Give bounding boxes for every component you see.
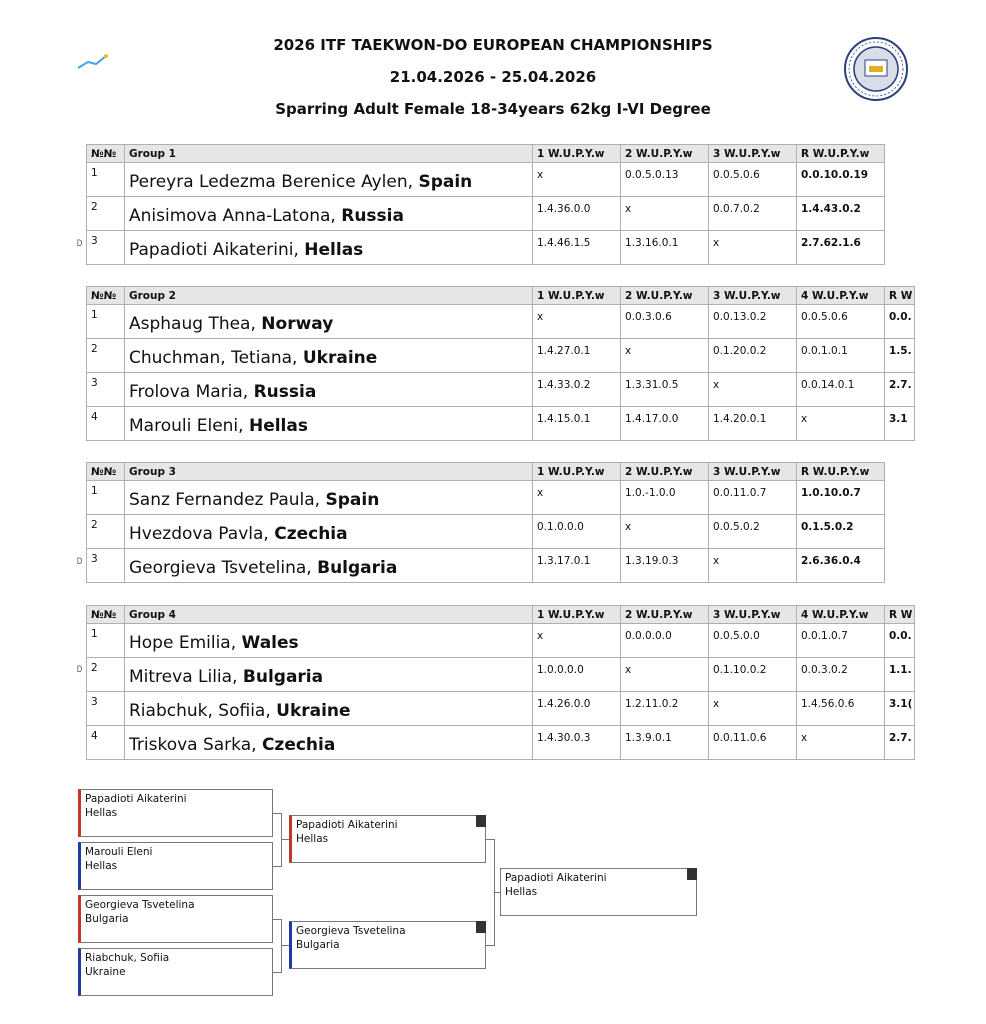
athlete-row [87, 726, 915, 760]
athlete-country: Czechia [274, 524, 348, 544]
bout-score: 0.1.10.0.2 [709, 658, 797, 692]
score-column-header: 4 W.U.P.Y.w [797, 606, 885, 624]
bracket-athlete-country: Hellas [505, 886, 538, 898]
bout-score: 0.0.7.0.2 [709, 197, 797, 231]
row-number: 1 [87, 481, 125, 515]
group-name-header: Group 1 [125, 145, 533, 163]
bout-score: 1.2.11.0.2 [621, 692, 709, 726]
bout-score: 0.1.0.0.0 [533, 515, 621, 549]
bracket-athlete-country: Hellas [85, 860, 118, 872]
athlete-country: Ukraine [276, 701, 351, 721]
taekwondo-kicker-logo [76, 52, 110, 72]
athlete-country: Hellas [248, 416, 308, 436]
bracket-slot [78, 948, 273, 996]
bracket-athlete-name: Papadioti Aikaterini [85, 793, 187, 805]
event-dates: 21.04.2026 - 25.04.2026 [389, 68, 597, 86]
bout-score: 0.0.5.0.6 [797, 305, 885, 339]
bracket-athlete-name: Papadioti Aikaterini [505, 872, 607, 884]
athlete-cell [125, 515, 533, 549]
score-column-header: 2 W.U.P.Y.w [621, 145, 709, 163]
bout-score: x [621, 515, 709, 549]
athlete-row [87, 692, 915, 726]
score-column-header: 1 W.U.P.Y.w [533, 145, 621, 163]
total-score: 1.1. [885, 658, 915, 692]
bout-score: 1.0.-1.0.0 [621, 481, 709, 515]
bout-score: 1.4.30.0.3 [533, 726, 621, 760]
score-column-header: 4 W.U.P.Y.w [797, 287, 885, 305]
bout-score: 0.0.11.0.6 [709, 726, 797, 760]
athlete-row [87, 305, 915, 339]
category-title: Sparring Adult Female 18-34years 62kg I-VI Degree [275, 100, 711, 118]
bout-score: 0.0.0.0.0 [621, 624, 709, 658]
bout-score: 1.3.19.0.3 [621, 549, 709, 583]
group-name-header: Group 3 [125, 463, 533, 481]
total-score: 3.1 [885, 407, 915, 441]
bout-score: 1.4.26.0.0 [533, 692, 621, 726]
score-column-header: 3 W.U.P.Y.w [709, 145, 797, 163]
bout-score: 0.0.13.0.2 [709, 305, 797, 339]
row-number: 2 [87, 197, 125, 231]
bout-score: 1.3.9.0.1 [621, 726, 709, 760]
group-table [86, 605, 915, 760]
bout-score: x [621, 339, 709, 373]
score-column-header: 2 W.U.P.Y.w [621, 463, 709, 481]
row-number: 4 [87, 407, 125, 441]
bout-score: 1.3.17.0.1 [533, 549, 621, 583]
bout-score: x [709, 549, 797, 583]
group-name-header: Group 4 [125, 606, 533, 624]
bout-score: 1.4.56.0.6 [797, 692, 885, 726]
total-score: 2.7. [885, 726, 915, 760]
athlete-cell [125, 726, 533, 760]
bout-score: 1.3.31.0.5 [621, 373, 709, 407]
total-score: 2.7. [885, 373, 915, 407]
bout-score: x [709, 373, 797, 407]
bracket-connector [281, 919, 282, 973]
bout-score: 0.1.20.0.2 [709, 339, 797, 373]
federation-seal [843, 36, 909, 102]
bracket-connector [273, 866, 281, 867]
bracket-athlete-country: Ukraine [85, 966, 126, 978]
bout-score: 0.0.3.0.2 [797, 658, 885, 692]
event-title: 2026 ITF TAEKWON-DO EUROPEAN CHAMPIONSHIPS [273, 36, 713, 54]
athlete-name: Georgieva Tsvetelina, [129, 558, 318, 578]
row-number: 1 [87, 624, 125, 658]
athlete-cell [125, 549, 533, 583]
athlete-country: Russia [253, 382, 317, 402]
total-score: 2.7.62.1.6 [797, 231, 885, 265]
group-table [86, 462, 885, 583]
bracket-connector [273, 972, 281, 973]
score-column-header: 3 W.U.P.Y.w [709, 463, 797, 481]
total-score: 2.6.36.0.4 [797, 549, 885, 583]
athlete-name: Asphaug Thea, [129, 314, 262, 334]
row-number: 3 [87, 373, 125, 407]
row-number: 1 [87, 305, 125, 339]
bout-score: 0.0.1.0.7 [797, 624, 885, 658]
bout-score: 0.0.14.0.1 [797, 373, 885, 407]
bout-score: x [533, 305, 621, 339]
bout-score: 1.4.20.0.1 [709, 407, 797, 441]
athlete-cell [125, 231, 533, 265]
athlete-row [87, 339, 915, 373]
bout-score: x [797, 726, 885, 760]
athlete-cell [125, 163, 533, 197]
score-column-header: 1 W.U.P.Y.w [533, 606, 621, 624]
total-score: 3.1( [885, 692, 915, 726]
bracket-athlete-country: Hellas [296, 833, 329, 845]
total-score: 1.5. [885, 339, 915, 373]
bout-score: 0.0.5.0.13 [621, 163, 709, 197]
athlete-name: Mitreva Lilia, [129, 667, 243, 687]
athlete-name: Marouli Eleni, [129, 416, 249, 436]
bout-score: x [797, 407, 885, 441]
athlete-country: Hellas [304, 240, 364, 260]
score-column-header: 1 W.U.P.Y.w [533, 463, 621, 481]
score-column-header: 1 W.U.P.Y.w [533, 287, 621, 305]
bracket-athlete-country: Bulgaria [296, 939, 340, 951]
number-column-header: №№ [87, 606, 125, 624]
athlete-country: Russia [341, 206, 404, 226]
bout-score: x [709, 231, 797, 265]
row-number: 2 [87, 515, 125, 549]
row-number: 3 [87, 231, 125, 265]
athlete-row [87, 624, 915, 658]
row-number: 2 [87, 658, 125, 692]
score-column-header: R W [885, 287, 915, 305]
bracket-slot [78, 895, 273, 943]
bout-score: 0.0.5.0.2 [709, 515, 797, 549]
athlete-cell [125, 373, 533, 407]
group-table [86, 286, 915, 441]
score-column-header: R W.U.P.Y.w [797, 463, 885, 481]
score-column-header: 2 W.U.P.Y.w [621, 287, 709, 305]
bout-score: x [533, 163, 621, 197]
athlete-name: Hope Emilia, [129, 633, 242, 653]
winner-flag-icon [476, 921, 486, 933]
bracket-connector [281, 945, 289, 946]
athlete-country: Wales [241, 633, 299, 653]
athlete-name: Pereyra Ledezma Berenice Aylen, [129, 172, 419, 192]
row-number: 2 [87, 339, 125, 373]
row-number: 3 [87, 692, 125, 726]
bout-score: 1.4.17.0.0 [621, 407, 709, 441]
athlete-name: Sanz Fernandez Paula, [129, 490, 326, 510]
bracket-athlete-name: Georgieva Tsvetelina [85, 899, 195, 911]
athlete-name: Papadioti Aikaterini, [129, 240, 305, 260]
athlete-row [87, 373, 915, 407]
athlete-name: Frolova Maria, [129, 382, 254, 402]
number-column-header: №№ [87, 145, 125, 163]
bracket-slot [78, 842, 273, 890]
athlete-country: Ukraine [302, 348, 378, 368]
bracket-athlete-name: Papadioti Aikaterini [296, 819, 398, 831]
athlete-name: Triskova Sarka, [129, 735, 262, 755]
athlete-row [87, 163, 885, 197]
bracket-connector [281, 839, 289, 840]
athlete-cell [125, 624, 533, 658]
bracket-connector [486, 839, 494, 840]
bout-score: x [709, 692, 797, 726]
total-score: 0.0. [885, 624, 915, 658]
total-score: 0.1.5.0.2 [797, 515, 885, 549]
athlete-cell [125, 658, 533, 692]
athlete-name: Riabchuk, Sofiia, [129, 701, 277, 721]
athlete-row [87, 658, 915, 692]
bout-score: x [533, 481, 621, 515]
bout-score: x [621, 658, 709, 692]
bracket-athlete-name: Georgieva Tsvetelina [296, 925, 406, 937]
bout-score: 1.4.36.0.0 [533, 197, 621, 231]
winner-flag-icon [476, 815, 486, 827]
bout-score: 1.4.46.1.5 [533, 231, 621, 265]
bout-score: x [621, 197, 709, 231]
athlete-cell [125, 481, 533, 515]
athlete-cell [125, 692, 533, 726]
bout-score: 1.4.33.0.2 [533, 373, 621, 407]
bracket-athlete-country: Bulgaria [85, 913, 129, 925]
bracket-slot [78, 789, 273, 837]
athlete-cell [125, 339, 533, 373]
bracket-slot [289, 815, 486, 863]
athlete-cell [125, 197, 533, 231]
number-column-header: №№ [87, 287, 125, 305]
athlete-row [87, 407, 915, 441]
bout-score: 0.0.1.0.1 [797, 339, 885, 373]
row-marker: D [76, 665, 83, 675]
athlete-row [87, 515, 885, 549]
athlete-cell [125, 305, 533, 339]
athlete-row [87, 481, 885, 515]
athlete-country: Bulgaria [317, 558, 398, 578]
number-column-header: №№ [87, 463, 125, 481]
bracket-slot [500, 868, 697, 916]
bracket-athlete-country: Hellas [85, 807, 118, 819]
row-number: 3 [87, 549, 125, 583]
athlete-name: Hvezdova Pavla, [129, 524, 275, 544]
total-score: 0.0.10.0.19 [797, 163, 885, 197]
score-column-header: R W [885, 606, 915, 624]
group-table [86, 144, 885, 265]
row-marker: D [76, 239, 83, 249]
total-score: 1.0.10.0.7 [797, 481, 885, 515]
bracket-connector [486, 945, 494, 946]
bracket-connector [281, 813, 282, 867]
bout-score: 1.0.0.0.0 [533, 658, 621, 692]
bout-score: 1.3.16.0.1 [621, 231, 709, 265]
athlete-name: Anisimova Anna-Latona, [129, 206, 342, 226]
athlete-name: Chuchman, Tetiana, [129, 348, 303, 368]
bout-score: 0.0.11.0.7 [709, 481, 797, 515]
row-number: 4 [87, 726, 125, 760]
athlete-country: Bulgaria [242, 667, 324, 687]
score-column-header: R W.U.P.Y.w [797, 145, 885, 163]
athlete-row [87, 231, 885, 265]
athlete-country: Czechia [261, 735, 336, 755]
bracket-athlete-name: Riabchuk, Sofiia [85, 952, 170, 964]
score-column-header: 2 W.U.P.Y.w [621, 606, 709, 624]
bracket-connector [273, 919, 281, 920]
group-name-header: Group 2 [125, 287, 533, 305]
bracket-athlete-name: Marouli Eleni [85, 846, 153, 858]
score-column-header: 3 W.U.P.Y.w [709, 287, 797, 305]
bout-score: 1.4.15.0.1 [533, 407, 621, 441]
total-score: 1.4.43.0.2 [797, 197, 885, 231]
row-marker: D [76, 557, 83, 567]
athlete-country: Spain [418, 172, 473, 192]
bout-score: 0.0.3.0.6 [621, 305, 709, 339]
athlete-country: Norway [261, 314, 334, 334]
bracket-slot [289, 921, 486, 969]
bracket-connector [494, 892, 500, 893]
row-number: 1 [87, 163, 125, 197]
bout-score: 1.4.27.0.1 [533, 339, 621, 373]
athlete-cell [125, 407, 533, 441]
total-score: 0.0. [885, 305, 915, 339]
athlete-row [87, 197, 885, 231]
bracket-connector [273, 813, 281, 814]
athlete-row [87, 549, 885, 583]
bout-score: 0.0.5.0.0 [709, 624, 797, 658]
athlete-country: Spain [325, 490, 380, 510]
winner-flag-icon [687, 868, 697, 880]
bout-score: x [533, 624, 621, 658]
score-column-header: 3 W.U.P.Y.w [709, 606, 797, 624]
bout-score: 0.0.5.0.6 [709, 163, 797, 197]
